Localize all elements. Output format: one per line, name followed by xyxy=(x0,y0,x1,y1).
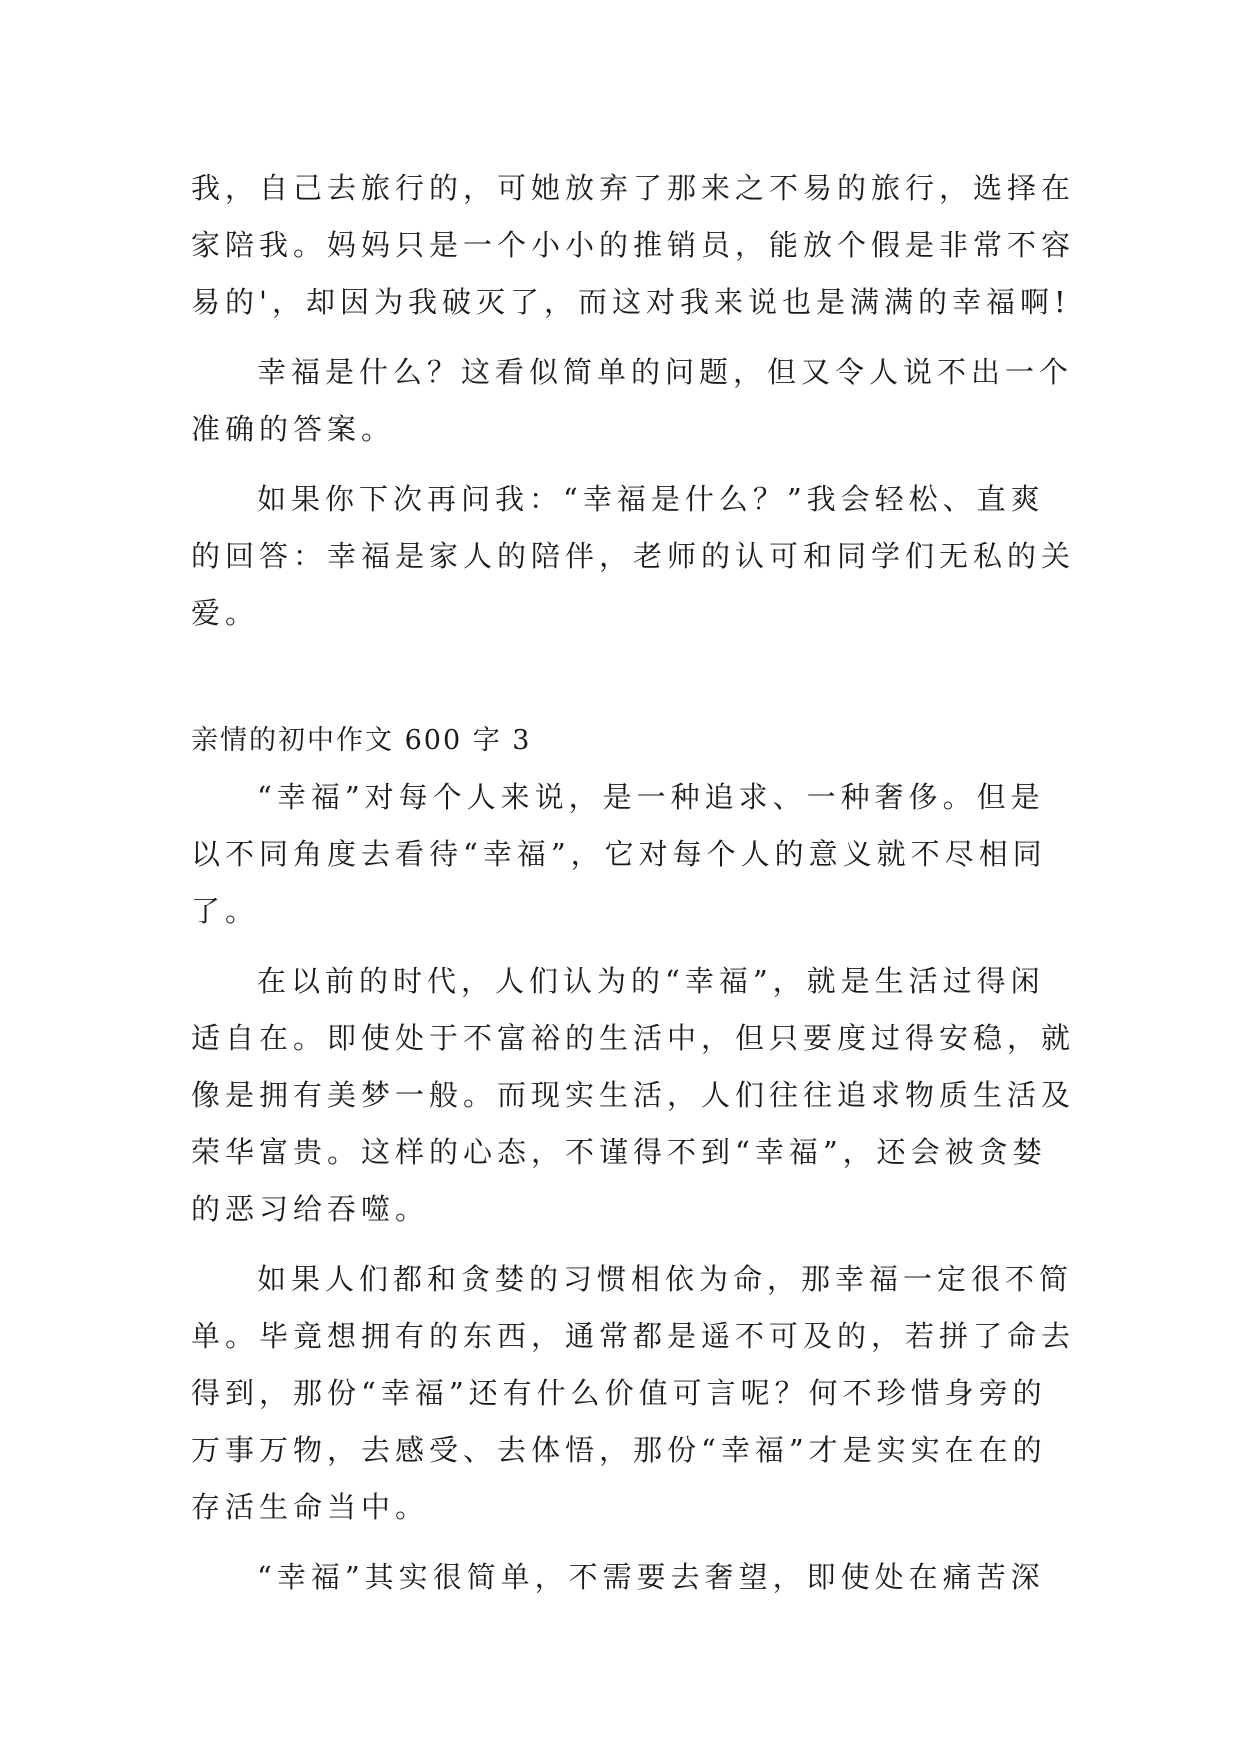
text-line: 适自在。即使处于不富裕的生活中，但只要度过得安稳，就 xyxy=(191,1021,1076,1055)
text-line: 在以前的时代，人们认为的“幸福”，就是生活过得闲 xyxy=(257,964,1045,998)
paragraph xyxy=(191,953,1076,1238)
text-line: 幸福是什么？这看似简单的问题，但又令人说不出一个 xyxy=(257,355,1074,389)
text-line: 的恶习给吞噬。 xyxy=(191,1192,430,1226)
section-heading: 亲情的初中作文 600 字 3 xyxy=(191,725,532,756)
text-line: 以不同角度去看待“幸福”，它对每个人的意义就不尽相同 xyxy=(191,837,1047,871)
text-line: 家陪我。妈妈只是一个小小的推销员，能放个假是非常不容 xyxy=(191,228,1076,262)
paragraph xyxy=(191,1251,1076,1536)
text-line: “幸福”其实很简单，不需要去奢望，即使处在痛苦深 xyxy=(257,1560,1045,1594)
text-line: 得到，那份“幸福”还有什么价值可言呢？何不珍惜身旁的 xyxy=(191,1376,1047,1410)
paragraph xyxy=(191,471,1076,642)
text-line: 像是拥有美梦一般。而现实生活，人们往往追求物质生活及 xyxy=(191,1078,1076,1112)
text-line: 的回答：幸福是家人的陪伴，老师的认可和同学们无私的关 xyxy=(191,539,1076,573)
text-line: 存活生命当中。 xyxy=(191,1490,430,1524)
text-line: 了。 xyxy=(191,894,260,928)
text-line: 我，自己去旅行的，可她放弃了那来之不易的旅行，选择在 xyxy=(191,171,1076,205)
text-line: 爱。 xyxy=(191,596,260,630)
text-line: 如果人们都和贪婪的习惯相依为命，那幸福一定很不简 xyxy=(257,1262,1074,1296)
paragraph xyxy=(191,769,1051,940)
text-line: 荣华富贵。这样的心态，不谨得不到“幸福”，还会被贪婪 xyxy=(191,1135,1047,1169)
text-line: 万事万物，去感受、去体悟，那份“幸福”才是实实在在的 xyxy=(191,1433,1047,1467)
text-line: 易的'，却因为我破灭了，而这对我来说也是满满的幸福啊! xyxy=(191,285,1071,319)
text-line: 准确的答案。 xyxy=(191,412,396,446)
text-line: “幸福”对每个人来说，是一种追求、一种奢侈。但是 xyxy=(257,780,1045,814)
paragraph xyxy=(191,1549,1051,1606)
document-body xyxy=(191,160,1076,1606)
paragraph xyxy=(191,344,1074,458)
text-line: 单。毕竟想拥有的东西，通常都是遥不可及的，若拼了命去 xyxy=(191,1319,1076,1353)
paragraph xyxy=(191,160,1076,331)
text-line: 如果你下次再问我：“幸福是什么？”我会轻松、直爽 xyxy=(257,482,1045,516)
